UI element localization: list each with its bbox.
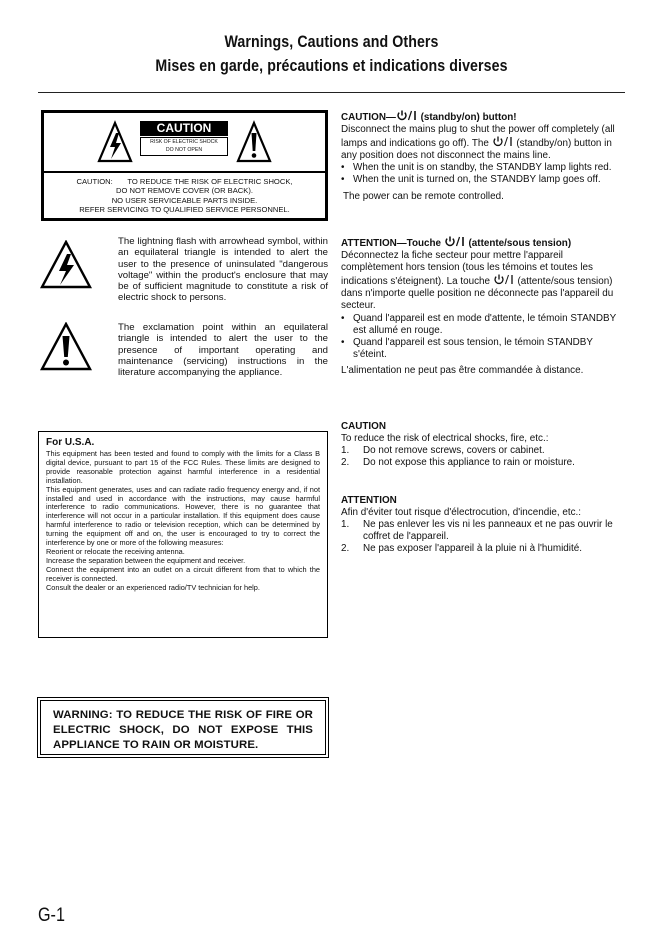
standby-power-icon xyxy=(493,274,515,285)
title-divider xyxy=(38,92,625,93)
caution-label-upper xyxy=(44,113,325,171)
list-text: Ne pas exposer l'appareil à la pluie ni à l'humidité. xyxy=(363,543,582,555)
list-item: • Quand l'appareil est en mode d'attente, le témoin STANDBY est allumé en rouge. xyxy=(341,312,617,336)
caution-line: REFER SERVICING TO QUALIFIED SERVICE PERSONNEL. xyxy=(79,205,290,215)
caution-line: DO NOT REMOVE COVER (OR BACK). xyxy=(116,186,253,196)
caution-label-text xyxy=(44,173,325,218)
standby-power-icon xyxy=(492,136,514,147)
lightning-triangle-icon xyxy=(96,119,134,165)
standby-caution-english xyxy=(341,110,626,203)
standby-heading-english xyxy=(341,110,626,124)
caution-french xyxy=(341,495,626,555)
page-title-french: Mises en garde, précautions et indications diverses xyxy=(155,57,508,75)
page-number: G-1 xyxy=(38,905,65,926)
bullet-text: Quand l'appareil est sous tension, le témoin STANDBY s'éteint. xyxy=(353,336,593,360)
lightning-triangle-icon xyxy=(40,240,92,290)
list-item: • When the unit is turned on, the STANDBY lamp goes off. xyxy=(341,174,601,186)
list-item xyxy=(341,543,626,555)
caution-heading-english: CAUTION xyxy=(341,421,386,432)
standby-caution-french xyxy=(341,236,626,377)
fire-shock-warning-box xyxy=(37,697,329,758)
risk-line: DO NOT OPEN xyxy=(165,147,203,153)
caution-intro-french: Afin d'éviter tout risque d'électrocution, d'incendie, etc.: xyxy=(341,507,582,519)
body-text: (attente/sous tension) dans n'importe quelle position ne déconnecte pas l'appareil du secteur. xyxy=(341,276,614,312)
standby-heading-french xyxy=(341,236,626,250)
list-number: 2. xyxy=(341,457,350,469)
list-number: 2. xyxy=(341,543,350,555)
lightning-symbol-explanation: The lightning flash with arrowhead symbol, within an equilateral triangle is intended to alert the user to the presence of uninsulated "dangerous voltage" within the product's enclosure that may be of sufficient magnitude to constitute a risk of electric shock to persons. xyxy=(118,236,328,304)
fcc-measure: Connect the equipment into an outlet on a circuit different from that to which the receiver is connected. xyxy=(46,564,320,583)
caution-line: CAUTION: TO REDUCE THE RISK OF ELECTRIC SHOCK, xyxy=(76,177,293,186)
caution-intro-english: To reduce the risk of electrical shocks, fire, etc.: xyxy=(341,433,549,445)
fcc-paragraph: This equipment generates, uses and can radiate radio frequency energy and, if not installed and used in accordance with the instructions, may cause harmful interference to radio communications. However, there is no guarantee that interference will not occur in a particular installation. If this equipment does cause harmful interference to radio or television reception, which can be determined by turning the equipment off and on, the user is encouraged to try to correct the interference by one or more of the following measures: xyxy=(46,484,320,548)
list-number: 1. xyxy=(341,519,350,531)
remote-note-english: The power can be remote controlled. xyxy=(343,190,504,202)
list-item: • Quand l'appareil est sous tension, le témoin STANDBY s'éteint. xyxy=(341,336,593,360)
list-number: 1. xyxy=(341,445,350,457)
heading-text: (standby/on) button! xyxy=(417,112,517,123)
caution-title: CAUTION xyxy=(140,121,228,136)
list-text: Ne pas enlever les vis ni les panneaux et ne pas ouvrir le coffret de l'appareil. xyxy=(363,519,613,543)
list-item xyxy=(341,445,626,457)
standby-body-french xyxy=(341,250,626,312)
fire-shock-warning-text: WARNING: TO REDUCE THE RISK OF FIRE OR ELECTRIC SHOCK, DO NOT EXPOSE THIS APPLIANCE TO RAIN OR MOISTURE. xyxy=(53,709,313,751)
fcc-measure: Consult the dealer or an experienced radio/TV technician for help. xyxy=(46,582,260,592)
caution-english xyxy=(341,421,626,469)
bullet-text: Quand l'appareil est en mode d'attente, le témoin STANDBY est allumé en rouge. xyxy=(353,312,617,336)
fcc-notice-box xyxy=(38,431,328,638)
bullet-text: When the unit is turned on, the STANDBY lamp goes off. xyxy=(353,174,601,186)
remote-note-french: L'alimentation ne peut pas être commandée à distance. xyxy=(341,364,584,376)
heading-text: CAUTION— xyxy=(341,112,396,123)
caution-line: NO USER SERVICEABLE PARTS INSIDE. xyxy=(111,195,258,205)
exclamation-triangle-icon xyxy=(40,322,92,372)
list-item xyxy=(341,519,626,543)
list-text: Do not remove screws, covers or cabinet. xyxy=(363,445,545,457)
body-text: Disconnect the mains plug to shut the power off completely (all lamps and indications go off). The xyxy=(341,124,615,150)
list-text: Do not expose this appliance to rain or moisture. xyxy=(363,457,575,469)
heading-text: ATTENTION—Touche xyxy=(341,238,444,249)
bullet-text: When the unit is on standby, the STANDBY lamp lights red. xyxy=(353,162,612,174)
heading-text: (attente/sous tension) xyxy=(465,238,572,249)
caution-risk-text xyxy=(140,137,228,156)
exclamation-symbol-explanation: The exclamation point within an equilateral triangle is intended to alert the user to the presence of important operating and maintenance (servicing) instructions in the literature accompanying the appliance. xyxy=(118,322,328,379)
caution-label-box xyxy=(41,110,328,221)
standby-power-icon xyxy=(396,110,418,121)
standby-body-english xyxy=(341,124,626,162)
list-item xyxy=(341,457,626,469)
caution-heading-french: ATTENTION xyxy=(341,495,397,506)
body-text: (standby/on) button in any position does not disconnect the mains line. xyxy=(341,138,612,162)
standby-power-icon xyxy=(444,236,466,247)
fcc-measure: Reorient or relocate the receiving antenna. xyxy=(46,546,185,556)
fire-shock-warning-inner xyxy=(40,700,326,755)
page-title-english: Warnings, Cautions and Others xyxy=(224,33,439,51)
fcc-notice-title: For U.S.A. xyxy=(46,437,95,448)
fcc-paragraph: This equipment has been tested and found to comply with the limits for a Class B digital device, pursuant to part 15 of the FCC Rules. These limits are designed to provide reasonable protection against harmful interference in a residential installation. xyxy=(46,449,320,485)
risk-line: RISK OF ELECTRIC SHOCK xyxy=(150,139,218,145)
body-text: Déconnectez la fiche secteur pour mettre l'appareil complètement hors tension (tous les témoins et toutes les indications s'éteignent). La touche xyxy=(341,250,593,288)
exclamation-triangle-icon xyxy=(235,119,273,165)
list-item: • When the unit is on standby, the STANDBY lamp lights red. xyxy=(341,162,612,174)
fcc-measure: Increase the separation between the equipment and receiver. xyxy=(46,555,246,565)
